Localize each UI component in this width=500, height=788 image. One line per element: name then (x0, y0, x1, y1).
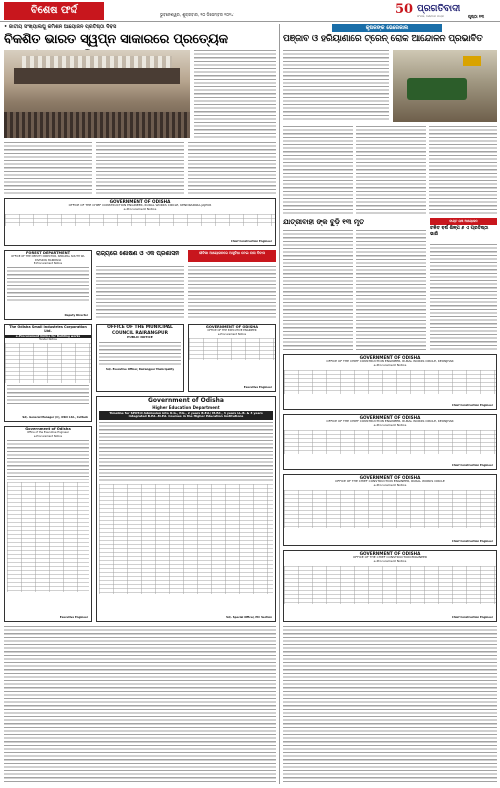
middle-right-headline: ଯାତ୍ରୀବାହୀ ଙ୍କ ବୁଡ଼ି ୧୩ ମୃତ (283, 217, 365, 226)
notice-title: GOVERNMENT OF ODISHA (359, 475, 421, 480)
notice-title: GOVERNMENT OF ODISHA (109, 199, 171, 204)
lead-headline: ବିକଶିତ ଭାରତ ସ୍ୱପ୍ନ ସାକାରରେ ପ୍ରତ୍ୟେକ (4, 32, 228, 47)
photo-flag (463, 56, 481, 66)
page-number: ପୃଷ୍ଠା ୧୩ (468, 14, 485, 19)
notice-body: e-Procurement Notice (373, 483, 407, 487)
notice-rural-works-keonjhar-1 (283, 354, 497, 410)
notice-table (284, 490, 496, 528)
column-divider (279, 24, 280, 784)
notice-body: e-Procurement Notice (123, 207, 157, 211)
notice-table (189, 338, 275, 360)
right-headline: ପଞ୍ଜାବ ଓ ହରିୟାଣାରେ ଟ୍ରେନ୍ ରୋକ ଆନ୍ଦୋଳନ ପ୍ରଭାବିତ (283, 34, 483, 44)
notice-body: e-Procurement Notice (373, 363, 407, 367)
mid-body (96, 266, 184, 320)
notice-body: e-Procurement Notice (33, 434, 63, 438)
notice-title: GOVERNMENT OF ODISHA (359, 415, 421, 420)
notice-subtitle: OFFICE OF THE CHIEF CONSTRUCTION ENGINEER, RURAL WORKS CIRCLE, KENDRAPARA-JAJPUR (68, 203, 212, 208)
notice-subtitle: OFFICE OF THE CHIEF CONSTRUCTION ENGINEER, RURAL WORKS CIRCLE, KEONJHAR (326, 359, 454, 364)
notice-text (99, 422, 273, 482)
lead-body-col2 (96, 142, 184, 194)
mid-headline: ରାଜ୍ୟରେ ଶୋଷଣ ଓ ଏକ ପ୍ରଶାସନ (96, 250, 180, 257)
photo-stage (14, 68, 180, 84)
notice-title: FOREST DEPARTMENT (25, 251, 71, 255)
right-body-col3 (429, 126, 497, 214)
notice-subtitle: OFFICE OF THE CHIEF CONSTRUCTION ENGINEER (353, 555, 427, 560)
right-body-top (283, 50, 389, 122)
notice-table (5, 214, 275, 226)
photo-tractor (407, 78, 467, 100)
notice-body: e-Procurement Notice (217, 332, 247, 336)
notice-signature: Executive Engineer (243, 385, 272, 389)
logo-name: ପ୍ରଗତିବାଦୀ (417, 4, 461, 14)
notice-forest-department (4, 250, 92, 320)
notice-fisheries (4, 426, 92, 622)
notice-table (284, 430, 496, 454)
side-body (430, 244, 497, 350)
middle-right-col1 (283, 230, 353, 350)
logo-number: 50 (395, 2, 414, 17)
notice-title: OFFICE OF THE MUNICIPAL COUNCIL RAIRANGPUR (107, 325, 173, 336)
notice-text (99, 342, 181, 366)
lead-body-right (194, 50, 276, 138)
notice-rural-works-kendrapara (4, 198, 276, 246)
notice-banner: e-Procurement Notice for Building works (5, 335, 91, 338)
notice-signature: Chief Construction Engineer (451, 539, 493, 543)
notice-title: Government of Odisha (25, 427, 71, 431)
notice-signature: Chief Construction Engineer (230, 239, 272, 243)
notice-title: GOVERNMENT OF ODISHA (205, 325, 259, 329)
right-body-col1 (283, 126, 353, 214)
notice-signature: Deputy Director (64, 313, 88, 317)
notice-signature: Chief Construction Engineer (451, 615, 493, 619)
notice-body: e-Procurement Notice (373, 423, 407, 427)
notice-subtitle: OFFICE OF THE EXECUTIVE ENGINEER (207, 329, 257, 333)
lower-left-notices (4, 626, 276, 784)
lead-photo (4, 50, 190, 138)
lead-body-col1 (4, 142, 92, 194)
notice-executive-engineer (188, 324, 276, 392)
notice-body: E-Procurement Notice (33, 261, 63, 265)
section-label: ବିଶେଷ ଫର୍ଦ୍ଦ (4, 2, 104, 20)
notice-signature: Sd/- Special Officer, PIC Section (226, 615, 272, 619)
notice-signature: Sd/- General Manager (C), OSIC Ltd., Cuttack (22, 415, 88, 419)
side-headline: ଚଳିତ ବର୍ଷ ଶିଳ୍ପ ୬ ଏ ପ୍ରତିଷ୍ଠା ଭାରି (430, 226, 489, 237)
notice-subtitle: OFFICE OF THE CHIEF CONSTRUCTION ENGINEER, RURAL WORKS CIRCLE (335, 479, 445, 484)
notice-table (284, 566, 496, 604)
notice-text (7, 440, 89, 480)
lead-body-col3 (188, 142, 276, 194)
right-body-col2 (356, 126, 426, 214)
notice-higher-education (96, 396, 276, 622)
photo-audience (4, 112, 190, 138)
notice-title: GOVERNMENT OF ODISHA (359, 551, 421, 556)
notice-signature: Executive Engineer (59, 615, 88, 619)
notice-title: Government of Odisha (148, 397, 224, 404)
notice-rural-works-4 (283, 550, 497, 622)
notice-title: GOVERNMENT OF ODISHA (359, 355, 421, 360)
notice-timeline-table (99, 484, 273, 594)
side-banner: ବାଣ୍ଟ ଯଜ୍ଞ ଆୟୋଜନ (430, 218, 497, 225)
notice-signature: Chief Construction Engineer (451, 403, 493, 407)
notice-rural-works-keonjhar-2 (283, 414, 497, 470)
notice-subtitle: PUBLIC NOTICE (127, 335, 153, 339)
section-tag: କୃଷକଙ୍କ ଭେରେକାଲ (332, 24, 442, 32)
notice-subtitle: OFFICE OF THE DEPUTY DIRECTOR, SIMILIPAL SOUTH WL DIVISION, BARIPADA (11, 255, 85, 262)
notice-table (5, 343, 91, 383)
notice-text (7, 385, 89, 405)
masthead (0, 0, 500, 22)
middle-right-col2 (356, 230, 426, 350)
notice-title: The Odisha Small Industries Corporation Ltd. (9, 325, 87, 334)
lead-kicker: • ଜାତୀୟ ସଂଖ୍ୟାଲଘୁ କମିଶନ ଆୟୋଜନ ପ୍ରତିଷ୍ଠା ଦିବସ (4, 24, 117, 30)
notice-signature: Sd/- Executive Officer, Rairangpur Municipality (105, 367, 175, 371)
notice-table (7, 482, 89, 592)
logo-tagline: ସଂପର୍କ, ସେବାରେ ପଚାଶ (417, 14, 444, 18)
notice-body: e-Procurement Notice (373, 559, 407, 563)
notice-subtitle: Office of the Executive Engineer (27, 431, 69, 435)
notice-body: Tender Notice (39, 337, 57, 341)
notice-banner: Timeline for SPOT-II Admission into U.G., P.G., 2 years B.Ed./ M.Ed., 3 years LL.B. & 3 years Integrated B.Ed.-M.Ed. Courses in the Higher Education Institutions (99, 411, 273, 421)
protest-photo (393, 50, 497, 122)
notice-osic (4, 324, 92, 422)
notice-signature: Chief Construction Engineer (451, 463, 493, 467)
mid-banner: ଜୀବିକା ଆୟୋଜନରେ ଅସୁବିଧା ନେଇ ନାନା ବିବାଦ (188, 250, 276, 262)
lower-right-notices (283, 626, 497, 784)
notice-municipal-council (96, 324, 184, 392)
notice-text (7, 267, 89, 301)
notice-subtitle: OFFICE OF THE CHIEF CONSTRUCTION ENGINEER, RURAL WORKS CIRCLE, KEONJHAR (326, 419, 454, 424)
notice-rural-works-3 (283, 474, 497, 546)
notice-subtitle: Higher Education Department (152, 404, 220, 410)
dateline: ଭୁବନେଶ୍ୱର, ଶୁକ୍ରବାର, ୨୦ ଡିସେମ୍ବର ୨୦୨୪ (160, 12, 234, 17)
notice-table (284, 370, 496, 394)
mid-banner-body (188, 266, 276, 320)
